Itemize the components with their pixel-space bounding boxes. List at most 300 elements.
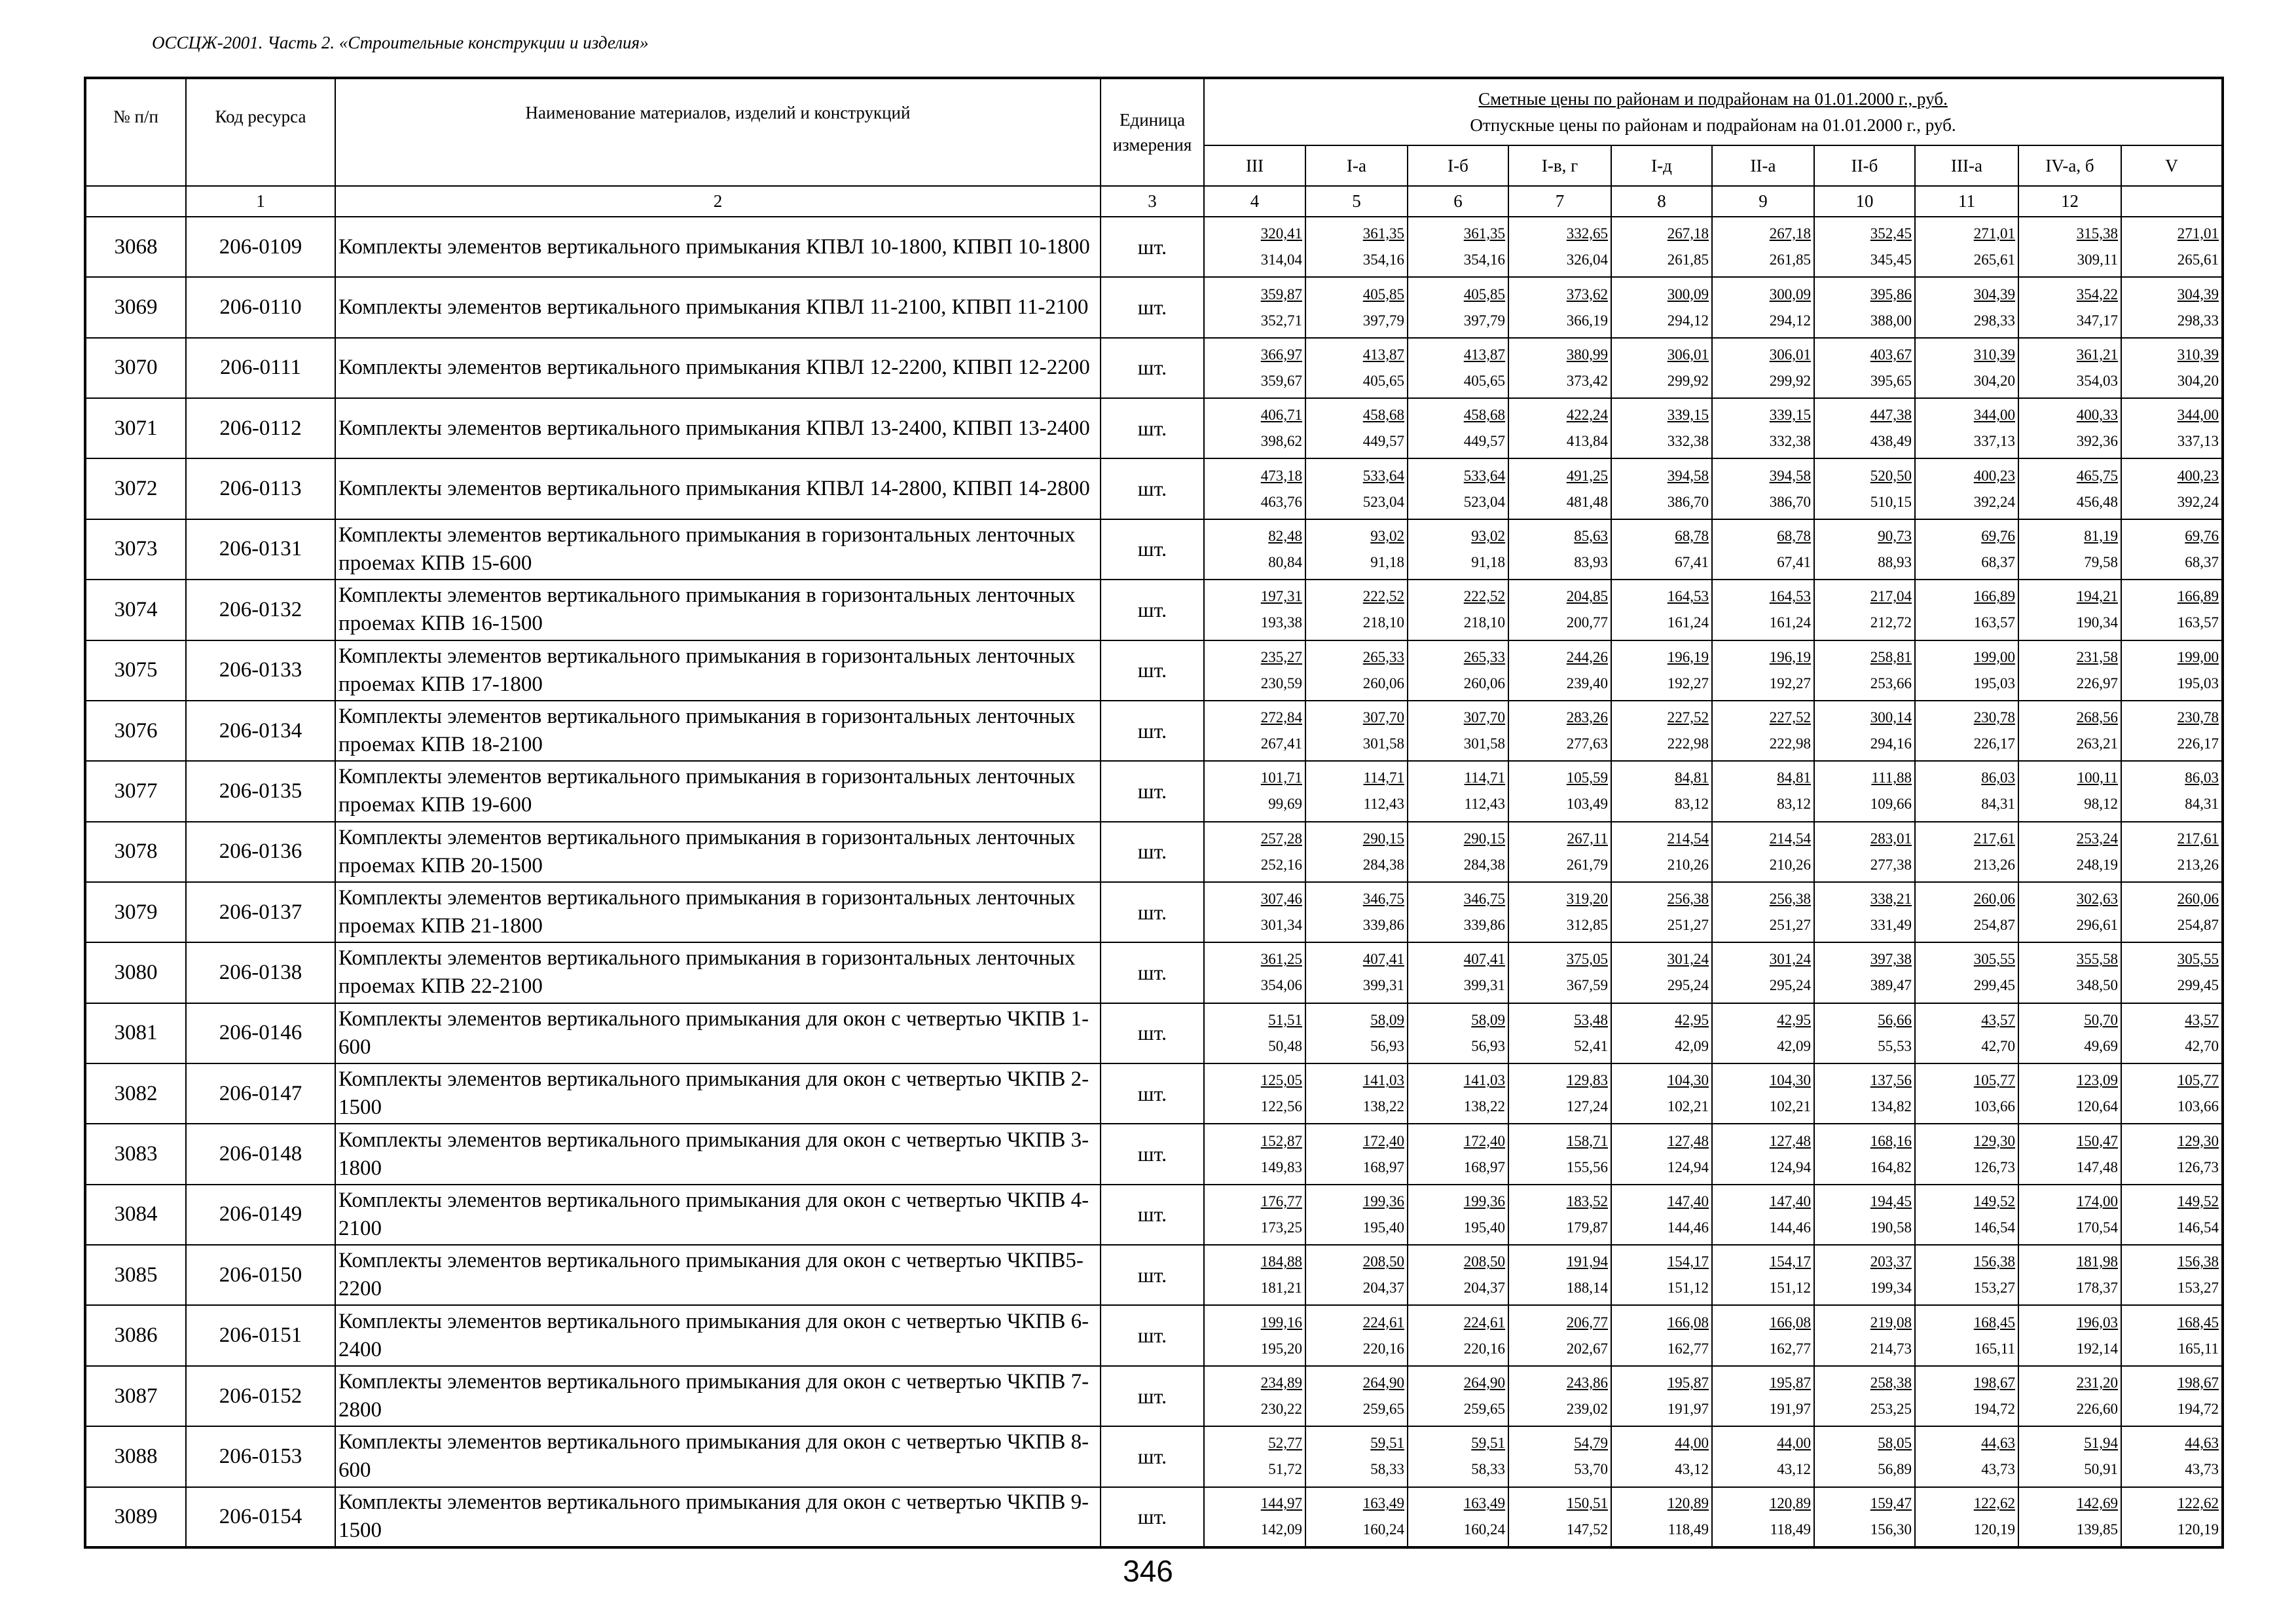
- price-cell: [2121, 1305, 2223, 1365]
- estimate-price: 137,56: [1870, 1072, 1912, 1089]
- estimate-price: 58,09: [1471, 1011, 1505, 1028]
- release-price: 191,97: [1667, 1401, 1709, 1417]
- release-price: 83,93: [1574, 553, 1608, 570]
- price-cell: [1408, 640, 1508, 701]
- price-cell: [2121, 580, 2223, 640]
- price-cell: [2018, 458, 2121, 519]
- release-price: 98,12: [2084, 796, 2118, 813]
- price-cell: [1204, 942, 1305, 1003]
- release-price: 84,31: [1981, 796, 2015, 813]
- header-name: Наименование материалов, изделий и конструкций: [335, 78, 1101, 186]
- estimate-price: 307,46: [1260, 891, 1302, 908]
- item-name: Комплекты элементов вертикального примыкания КПВЛ 14-2800, КПВП 14-2800: [335, 458, 1101, 519]
- item-name: Комплекты элементов вертикального примыкания для окон с четвертью ЧКПВ 9-1500: [335, 1487, 1101, 1547]
- estimate-price: 105,77: [1973, 1072, 2015, 1089]
- price-cell: [1305, 1124, 1408, 1184]
- release-price: 267,41: [1260, 735, 1302, 752]
- price-cell: [1204, 1063, 1305, 1124]
- price-cell: [2121, 217, 2223, 277]
- resource-code: 206-0148: [186, 1124, 335, 1184]
- release-price: 523,04: [1362, 493, 1404, 510]
- estimate-price: 147,40: [1769, 1192, 1811, 1209]
- table-row: [85, 1487, 2223, 1547]
- estimate-price: 44,63: [2185, 1435, 2219, 1452]
- price-cell: [1204, 1426, 1305, 1486]
- estimate-price: 184,88: [1260, 1253, 1302, 1270]
- price-cell: [1915, 1487, 2018, 1547]
- resource-code: 206-0136: [186, 822, 335, 882]
- estimate-price: 163,49: [1362, 1495, 1404, 1512]
- price-cell: [1712, 1003, 1814, 1063]
- price-cell: [2121, 1245, 2223, 1305]
- release-price: 252,16: [1260, 856, 1302, 873]
- estimate-price: 69,76: [2185, 527, 2219, 544]
- estimate-price: 227,52: [1769, 709, 1811, 726]
- release-price: 354,16: [1362, 251, 1404, 268]
- release-price: 294,12: [1667, 312, 1709, 329]
- release-price: 163,57: [1973, 614, 2015, 631]
- estimate-price: 52,77: [1268, 1435, 1302, 1452]
- release-price: 332,38: [1769, 433, 1811, 450]
- resource-code: 206-0151: [186, 1305, 335, 1365]
- release-price: 163,57: [2177, 614, 2219, 631]
- price-cell: [1712, 458, 1814, 519]
- estimate-price: 339,15: [1667, 407, 1709, 424]
- release-price: 156,30: [1870, 1521, 1912, 1538]
- estimate-price: 361,35: [1362, 225, 1404, 242]
- release-price: 304,20: [1973, 372, 2015, 389]
- estimate-price: 306,01: [1667, 346, 1709, 363]
- release-price: 178,37: [2076, 1280, 2118, 1297]
- header-prices-estimate: Сметные цены по районам и подрайонам на 01.01.2000 г., руб.: [1478, 89, 1948, 109]
- price-cell: [2018, 942, 2121, 1003]
- release-price: 173,25: [1260, 1219, 1302, 1236]
- estimate-price: 123,09: [2076, 1072, 2118, 1089]
- row-number: 3087: [85, 1366, 186, 1426]
- estimate-price: 122,62: [2177, 1495, 2219, 1512]
- price-cell: [2018, 701, 2121, 761]
- column-number: 5: [1305, 186, 1408, 217]
- estimate-price: 271,01: [1973, 225, 2015, 242]
- header-region: III: [1204, 145, 1305, 186]
- estimate-price: 199,00: [2177, 648, 2219, 665]
- release-price: 226,97: [2076, 674, 2118, 692]
- release-price: 79,58: [2084, 553, 2118, 570]
- release-price: 265,61: [2177, 251, 2219, 268]
- price-cell: [2018, 640, 2121, 701]
- resource-code: 206-0112: [186, 398, 335, 458]
- release-price: 195,20: [1260, 1340, 1302, 1357]
- price-cell: [1305, 1003, 1408, 1063]
- release-price: 112,43: [1363, 796, 1404, 813]
- estimate-price: 361,21: [2076, 346, 2118, 363]
- price-cell: [1814, 277, 1915, 337]
- table-row: [85, 1366, 2223, 1426]
- header-prices-release: Отпускные цены по районам и подрайонам на 01.01.2000 г., руб.: [1470, 115, 1956, 135]
- price-cell: [2121, 1124, 2223, 1184]
- price-cell: [1611, 761, 1712, 821]
- estimate-price: 183,52: [1566, 1192, 1608, 1209]
- release-price: 192,14: [2076, 1340, 2118, 1357]
- price-cell: [1611, 217, 1712, 277]
- column-number: 2: [335, 186, 1101, 217]
- price-cell: [1611, 580, 1712, 640]
- price-cell: [1712, 398, 1814, 458]
- item-name: Комплекты элементов вертикального примыкания для окон с четвертью ЧКПВ 2-1500: [335, 1063, 1101, 1124]
- row-number: 3079: [85, 882, 186, 942]
- release-price: 42,70: [2185, 1037, 2219, 1054]
- price-cell: [1508, 1063, 1611, 1124]
- release-price: 367,59: [1566, 977, 1608, 994]
- price-cell: [1712, 217, 1814, 277]
- price-cell: [2121, 458, 2223, 519]
- price-cell: [1408, 519, 1508, 580]
- estimate-price: 354,22: [2076, 286, 2118, 303]
- price-cell: [1712, 1245, 1814, 1305]
- release-price: 91,18: [1471, 553, 1505, 570]
- column-number: 4: [1204, 186, 1305, 217]
- estimate-price: 199,36: [1463, 1192, 1505, 1209]
- price-cell: [2121, 1366, 2223, 1426]
- estimate-price: 217,61: [1973, 830, 2015, 847]
- release-price: 260,06: [1362, 674, 1404, 692]
- estimate-price: 196,19: [1769, 648, 1811, 665]
- release-price: 193,38: [1260, 614, 1302, 631]
- estimate-price: 120,89: [1667, 1495, 1709, 1512]
- price-cell: [1814, 1185, 1915, 1245]
- release-price: 56,89: [1878, 1461, 1912, 1478]
- price-cell: [2018, 1366, 2121, 1426]
- estimate-price: 300,09: [1667, 286, 1709, 303]
- price-cell: [1611, 1426, 1712, 1486]
- item-name: Комплекты элементов вертикального примыкания для окон с четвертью ЧКПВ 1-600: [335, 1003, 1101, 1063]
- estimate-price: 166,08: [1769, 1314, 1811, 1331]
- estimate-price: 150,47: [2076, 1132, 2118, 1149]
- price-cell: [1305, 338, 1408, 398]
- price-cell: [1305, 640, 1408, 701]
- estimate-price: 380,99: [1566, 346, 1608, 363]
- release-price: 388,00: [1870, 312, 1912, 329]
- estimate-price: 181,98: [2076, 1253, 2118, 1270]
- price-cell: [1408, 882, 1508, 942]
- header-code: Код ресурса: [186, 78, 335, 186]
- estimate-price: 150,51: [1566, 1495, 1608, 1512]
- header-region: I-б: [1408, 145, 1508, 186]
- estimate-price: 258,81: [1870, 648, 1912, 665]
- estimate-price: 413,87: [1362, 346, 1404, 363]
- estimate-price: 230,78: [1973, 709, 2015, 726]
- estimate-price: 231,58: [2076, 648, 2118, 665]
- price-cell: [1408, 1305, 1508, 1365]
- resource-code: 206-0152: [186, 1366, 335, 1426]
- unit-of-measure: шт.: [1101, 1366, 1204, 1426]
- price-cell: [1712, 338, 1814, 398]
- release-price: 277,63: [1566, 735, 1608, 752]
- release-price: 195,03: [2177, 674, 2219, 692]
- price-cell: [1814, 1003, 1915, 1063]
- price-cell: [1204, 1003, 1305, 1063]
- estimate-price: 407,41: [1463, 951, 1505, 968]
- estimate-price: 149,52: [2177, 1192, 2219, 1209]
- estimate-price: 283,26: [1566, 709, 1608, 726]
- unit-of-measure: шт.: [1101, 1426, 1204, 1486]
- release-price: 42,70: [1981, 1037, 2015, 1054]
- price-cell: [1508, 942, 1611, 1003]
- price-cell: [2121, 1003, 2223, 1063]
- price-cell: [1508, 1426, 1611, 1486]
- price-cell: [1814, 338, 1915, 398]
- price-cell: [2121, 1185, 2223, 1245]
- release-price: 118,49: [1667, 1521, 1709, 1538]
- price-cell: [2018, 1305, 2121, 1365]
- estimate-price: 144,97: [1260, 1495, 1302, 1512]
- estimate-price: 310,39: [2177, 346, 2219, 363]
- column-number-row: [85, 186, 2223, 217]
- estimate-price: 199,00: [1973, 648, 2015, 665]
- estimate-price: 413,87: [1463, 346, 1505, 363]
- price-cell: [1508, 1487, 1611, 1547]
- price-cell: [1204, 458, 1305, 519]
- estimate-price: 307,70: [1362, 709, 1404, 726]
- estimate-price: 447,38: [1870, 407, 1912, 424]
- price-cell: [1915, 1426, 2018, 1486]
- release-price: 261,85: [1769, 251, 1811, 268]
- price-cell: [2018, 882, 2121, 942]
- price-cell: [1508, 701, 1611, 761]
- release-price: 312,85: [1566, 917, 1608, 934]
- release-price: 102,21: [1667, 1098, 1709, 1115]
- price-cell: [1408, 822, 1508, 882]
- price-cell: [2018, 822, 2121, 882]
- unit-of-measure: шт.: [1101, 761, 1204, 821]
- release-price: 88,93: [1878, 553, 1912, 570]
- estimate-price: 120,89: [1769, 1495, 1811, 1512]
- release-price: 392,24: [2177, 493, 2219, 510]
- release-price: 260,06: [1463, 674, 1505, 692]
- estimate-price: 265,33: [1362, 648, 1404, 665]
- estimate-price: 355,58: [2076, 951, 2118, 968]
- price-cell: [2018, 761, 2121, 821]
- estimate-price: 375,05: [1566, 951, 1608, 968]
- estimate-price: 196,03: [2076, 1314, 2118, 1331]
- price-cell: [1408, 398, 1508, 458]
- release-price: 43,12: [1675, 1461, 1709, 1478]
- release-price: 204,37: [1362, 1280, 1404, 1297]
- table-row: [85, 1305, 2223, 1365]
- release-price: 481,48: [1566, 493, 1608, 510]
- estimate-price: 129,30: [1973, 1132, 2015, 1149]
- estimate-price: 127,48: [1667, 1132, 1709, 1149]
- price-cell: [1915, 701, 2018, 761]
- price-cell: [2018, 1487, 2121, 1547]
- estimate-price: 305,55: [1973, 951, 2015, 968]
- release-price: 298,33: [1973, 312, 2015, 329]
- estimate-price: 164,53: [1769, 588, 1811, 605]
- estimate-price: 68,78: [1675, 527, 1709, 544]
- release-price: 277,38: [1870, 856, 1912, 873]
- price-cell: [1508, 640, 1611, 701]
- price-cell: [1508, 217, 1611, 277]
- price-cell: [1305, 580, 1408, 640]
- price-cell: [1508, 1003, 1611, 1063]
- column-number: 7: [1508, 186, 1611, 217]
- running-header: ОССЦЖ-2001. Часть 2. «Строительные конструкции и изделия»: [152, 33, 649, 52]
- estimate-price: 101,71: [1260, 769, 1302, 786]
- estimate-price: 332,65: [1566, 225, 1608, 242]
- estimate-price: 227,52: [1667, 709, 1709, 726]
- unit-of-measure: шт.: [1101, 398, 1204, 458]
- table-row: [85, 701, 2223, 761]
- price-cell: [1408, 338, 1508, 398]
- row-number: 3068: [85, 217, 186, 277]
- estimate-price: 361,35: [1463, 225, 1505, 242]
- table-row: [85, 217, 2223, 277]
- price-table: [84, 77, 2224, 1549]
- release-price: 153,27: [2177, 1280, 2219, 1297]
- estimate-price: 86,03: [1981, 769, 2015, 786]
- table-row: [85, 640, 2223, 701]
- release-price: 309,11: [2077, 251, 2118, 268]
- release-price: 146,54: [1973, 1219, 2015, 1236]
- release-price: 80,84: [1268, 553, 1302, 570]
- release-price: 254,87: [1973, 917, 2015, 934]
- price-cell: [2121, 338, 2223, 398]
- release-price: 339,86: [1463, 917, 1505, 934]
- release-price: 397,79: [1463, 312, 1505, 329]
- estimate-price: 253,24: [2076, 830, 2118, 847]
- release-price: 213,26: [2177, 856, 2219, 873]
- price-cell: [1611, 519, 1712, 580]
- release-price: 200,77: [1566, 614, 1608, 631]
- estimate-price: 58,09: [1370, 1011, 1404, 1028]
- price-cell: [1712, 1305, 1814, 1365]
- estimate-price: 264,90: [1463, 1375, 1505, 1391]
- release-price: 398,62: [1260, 433, 1302, 450]
- price-cell: [1305, 519, 1408, 580]
- release-price: 239,02: [1566, 1401, 1608, 1417]
- price-cell: [1712, 822, 1814, 882]
- estimate-price: 168,16: [1870, 1132, 1912, 1149]
- price-cell: [1305, 882, 1408, 942]
- release-price: 168,97: [1362, 1158, 1404, 1175]
- release-price: 103,66: [1973, 1098, 2015, 1115]
- price-cell: [1408, 701, 1508, 761]
- column-number-blank: [85, 186, 186, 217]
- release-price: 222,98: [1667, 735, 1709, 752]
- item-name: Комплекты элементов вертикального примыкания КПВЛ 10-1800, КПВП 10-1800: [335, 217, 1101, 277]
- release-price: 456,48: [2076, 493, 2118, 510]
- estimate-price: 56,66: [1878, 1011, 1912, 1028]
- estimate-price: 256,38: [1769, 891, 1811, 908]
- release-price: 210,26: [1769, 856, 1811, 873]
- release-price: 192,27: [1769, 674, 1811, 692]
- price-cell: [2121, 882, 2223, 942]
- estimate-price: 154,17: [1769, 1253, 1811, 1270]
- price-cell: [1305, 458, 1408, 519]
- release-price: 261,85: [1667, 251, 1709, 268]
- release-price: 120,64: [2076, 1098, 2118, 1115]
- price-cell: [1712, 1063, 1814, 1124]
- release-price: 55,53: [1878, 1037, 1912, 1054]
- price-cell: [1408, 458, 1508, 519]
- estimate-price: 163,49: [1463, 1495, 1505, 1512]
- price-cell: [1204, 1305, 1305, 1365]
- table-row: [85, 1185, 2223, 1245]
- price-cell: [2121, 640, 2223, 701]
- item-name: Комплекты элементов вертикального примыкания КПВЛ 11-2100, КПВП 11-2100: [335, 277, 1101, 337]
- release-price: 58,33: [1471, 1461, 1505, 1478]
- price-cell: [1204, 1487, 1305, 1547]
- row-number: 3083: [85, 1124, 186, 1184]
- release-price: 103,49: [1566, 796, 1608, 813]
- estimate-price: 458,68: [1463, 407, 1505, 424]
- release-price: 195,40: [1362, 1219, 1404, 1236]
- item-name: Комплекты элементов вертикального примыкания в горизонтальных ленточных проемах КПВ 16-1500: [335, 580, 1101, 640]
- release-price: 164,82: [1870, 1158, 1912, 1175]
- estimate-price: 290,15: [1362, 830, 1404, 847]
- estimate-price: 533,64: [1463, 467, 1505, 484]
- price-cell: [1204, 701, 1305, 761]
- price-cell: [1305, 1063, 1408, 1124]
- estimate-price: 174,00: [2076, 1192, 2118, 1209]
- release-price: 102,21: [1769, 1098, 1811, 1115]
- column-number: 11: [1915, 186, 2018, 217]
- price-cell: [1408, 580, 1508, 640]
- row-number: 3076: [85, 701, 186, 761]
- release-price: 168,97: [1463, 1158, 1505, 1175]
- row-number: 3077: [85, 761, 186, 821]
- price-cell: [1204, 519, 1305, 580]
- price-cell: [1305, 217, 1408, 277]
- release-price: 83,12: [1777, 796, 1811, 813]
- estimate-price: 361,25: [1260, 951, 1302, 968]
- column-number: 1: [186, 186, 335, 217]
- release-price: 138,22: [1463, 1098, 1505, 1115]
- estimate-price: 359,87: [1260, 286, 1302, 303]
- release-price: 151,12: [1667, 1280, 1709, 1297]
- estimate-price: 166,89: [1973, 588, 2015, 605]
- estimate-price: 158,71: [1566, 1132, 1608, 1149]
- price-cell: [1305, 1185, 1408, 1245]
- release-price: 304,20: [2177, 372, 2219, 389]
- price-cell: [1712, 761, 1814, 821]
- estimate-price: 465,75: [2076, 467, 2118, 484]
- release-price: 51,72: [1268, 1461, 1302, 1478]
- row-number: 3074: [85, 580, 186, 640]
- estimate-price: 533,64: [1362, 467, 1404, 484]
- resource-code: 206-0134: [186, 701, 335, 761]
- release-price: 195,03: [1973, 674, 2015, 692]
- estimate-price: 122,62: [1973, 1495, 2015, 1512]
- release-price: 248,19: [2076, 856, 2118, 873]
- estimate-price: 301,24: [1769, 951, 1811, 968]
- release-price: 213,26: [1973, 856, 2015, 873]
- estimate-price: 141,03: [1362, 1072, 1404, 1089]
- price-cell: [1305, 1245, 1408, 1305]
- estimate-price: 214,54: [1769, 830, 1811, 847]
- price-cell: [1305, 761, 1408, 821]
- estimate-price: 265,33: [1463, 648, 1505, 665]
- release-price: 218,10: [1463, 614, 1505, 631]
- price-cell: [1611, 277, 1712, 337]
- estimate-price: 344,00: [1973, 407, 2015, 424]
- release-price: 202,67: [1566, 1340, 1608, 1357]
- release-price: 53,70: [1574, 1461, 1608, 1478]
- price-cell: [1814, 1124, 1915, 1184]
- unit-of-measure: шт.: [1101, 1245, 1204, 1305]
- price-cell: [1508, 1185, 1611, 1245]
- price-cell: [1611, 882, 1712, 942]
